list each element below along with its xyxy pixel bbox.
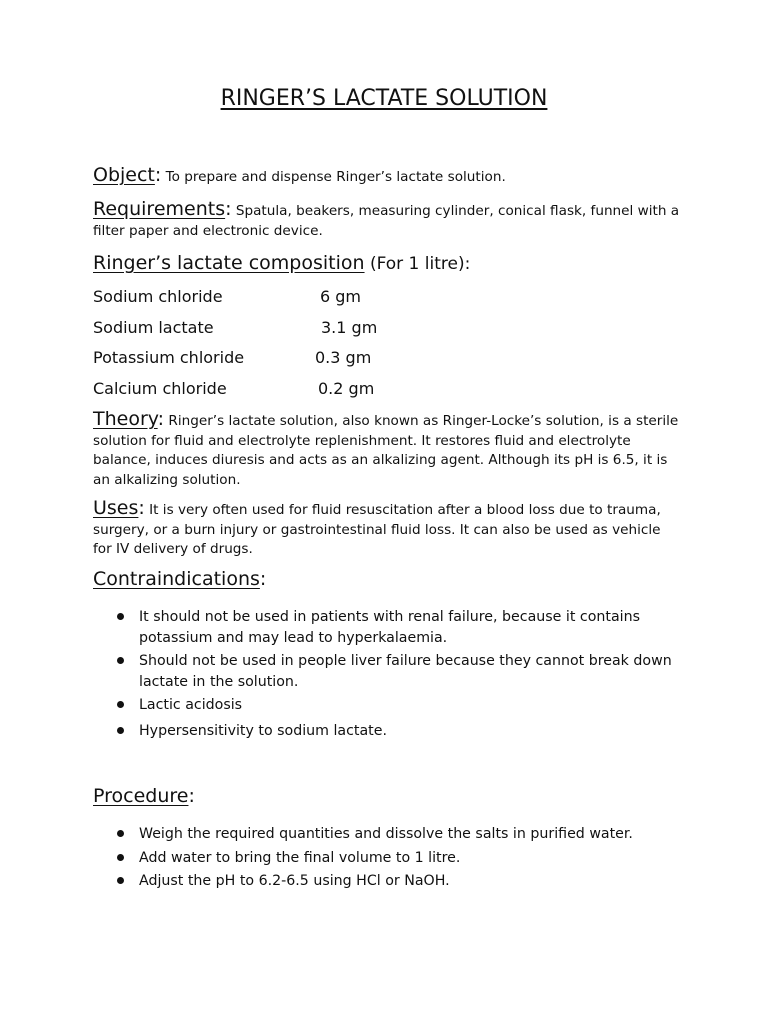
bullet-icon	[117, 830, 124, 837]
contraindications-heading-line	[93, 568, 266, 590]
composition-heading: Ringer’s lactate composition	[93, 252, 365, 274]
requirements-heading: Requirements	[93, 198, 226, 220]
theory-text: Ringer’s lactate solution, also known as Ringer-Locke’s solution, is a sterile solution for fluid and electrolyte replenishment. It restores fluid and electrolyte balance, induces diuresis and acts as an alkalizing agent. Although its pH is 6.5, it is an alkalizing solution.	[93, 413, 679, 488]
list-item-text: Adjust the pH to 6.2-6.5 using HCl or NaOH.	[139, 873, 450, 889]
page-title: RINGER’S LACTATE SOLUTION	[220, 86, 548, 111]
uses-heading: Uses	[93, 497, 139, 519]
requirements-paragraph	[93, 200, 683, 241]
contraindications-heading: Contraindications	[93, 568, 260, 590]
ingredient-name: Calcium chloride	[93, 379, 227, 398]
list-item	[93, 848, 693, 869]
list-item-text: Add water to bring the final volume to 1 litre.	[139, 849, 461, 866]
bullet-icon	[117, 701, 124, 708]
list-item	[93, 721, 693, 742]
object-paragraph	[93, 166, 683, 188]
composition-suffix: (For 1 litre):	[364, 254, 471, 274]
bullet-icon	[117, 727, 124, 734]
uses-colon: :	[138, 497, 145, 519]
object-text: To prepare and dispense Ringer’s lactate solution.	[161, 169, 506, 185]
procedure-list	[93, 824, 693, 892]
bullet-icon	[117, 657, 124, 664]
uses-paragraph	[93, 499, 683, 560]
list-item-text: Should not be used in people liver failure because they cannot break down lactate in the solution.	[139, 653, 672, 690]
ingredient-quantity: 6 gm	[320, 287, 362, 306]
list-item	[93, 651, 693, 692]
list-item	[93, 824, 693, 845]
bullet-icon	[117, 854, 124, 861]
list-item-text: Weigh the required quantities and dissolve the salts in purified water.	[139, 826, 633, 842]
composition-row	[93, 379, 375, 398]
list-item-text: Lactic acidosis	[139, 697, 243, 713]
ingredient-quantity: 3.1 gm	[321, 318, 378, 337]
object-heading: Object	[93, 164, 155, 186]
theory-colon: :	[157, 408, 165, 430]
bullet-icon	[117, 613, 124, 620]
ingredient-quantity: 0.2 gm	[318, 379, 375, 398]
procedure-heading: Procedure	[93, 785, 189, 807]
list-item-text: Hypersensitivity to sodium lactate.	[139, 722, 387, 739]
composition-heading-line	[93, 252, 470, 274]
list-item	[93, 871, 693, 892]
contraindications-colon: :	[259, 568, 267, 590]
procedure-heading-line	[93, 785, 195, 807]
list-item	[93, 607, 693, 648]
requirements-text: Spatula, beakers, measuring cylinder, conical flask, funnel with a filter paper and electronic device.	[93, 203, 680, 239]
theory-paragraph	[93, 410, 683, 490]
ingredient-name: Sodium lactate	[93, 318, 214, 337]
bullet-icon	[117, 877, 124, 884]
ingredient-name: Sodium chloride	[93, 287, 223, 306]
list-item-text: It should not be used in patients with renal failure, because it contains potassium and may lead to hyperkalaemia.	[139, 609, 640, 646]
ingredient-name: Potassium chloride	[93, 348, 245, 367]
uses-text: It is very often used for fluid resuscitation after a blood loss due to trauma, surgery, or a burn injury or gastrointestinal fluid loss. It can also be used as vehicle for IV delivery of drugs.	[93, 502, 661, 557]
composition-row	[93, 318, 378, 337]
composition-row	[93, 287, 362, 306]
contraindications-list	[93, 607, 693, 741]
list-item	[93, 695, 693, 716]
theory-heading: Theory	[93, 408, 158, 430]
ingredient-quantity: 0.3 gm	[315, 348, 372, 367]
requirements-colon: :	[225, 198, 232, 220]
object-colon: :	[154, 164, 162, 186]
composition-row	[93, 348, 372, 367]
procedure-colon: :	[188, 785, 195, 807]
